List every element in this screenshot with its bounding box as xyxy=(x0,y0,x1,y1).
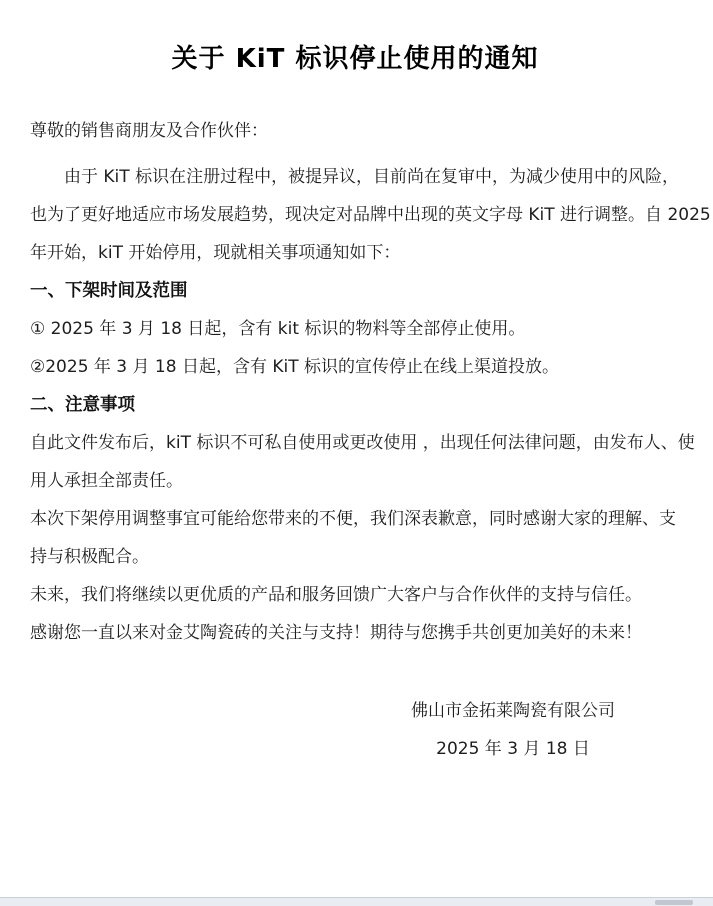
section2-heading: 二、注意事项 xyxy=(30,395,135,415)
section2-line: 未来，我们将继续以更优质的产品和服务回馈广大客户与合作伙伴的支持与信任。 xyxy=(30,585,642,605)
intro-paragraph xyxy=(30,158,711,272)
intro-line: 也为了更好地适应市场发展趋势，现决定对品牌中出现的英文字母 KiT 进行调整。自 2025 xyxy=(30,205,711,225)
section2-line: 持与积极配合。 xyxy=(30,547,149,567)
document-body xyxy=(30,112,711,768)
section2-line: 本次下架停用调整事宜可能给您带来的不便，我们深表歉意，同时感谢大家的理解、支 xyxy=(30,509,676,529)
section2-line: 用人承担全部责任。 xyxy=(30,471,183,491)
section2-line: 感谢您一直以来对金艾陶瓷砖的关注与支持！期待与您携手共创更加美好的未来！ xyxy=(30,623,642,643)
page-title: 关于 KiT 标识停止使用的通知 xyxy=(171,44,539,74)
signature-company: 佛山市金拓莱陶瓷有限公司 xyxy=(411,701,615,721)
salutation-line: 尊敬的销售商朋友及合作伙伴： xyxy=(30,121,268,141)
section1-item-2: ②2025 年 3 月 18 日起，含有 KiT 标识的宣传停止在线上渠道投放。 xyxy=(30,357,560,377)
section2-line: 自此文件发布后，kiT 标识不可私自使用或更改使用 ，出现任何法律问题，由发布人、使 xyxy=(30,433,695,453)
horizontal-scrollbar-thumb[interactable] xyxy=(655,900,693,905)
signature-date: 2025 年 3 月 18 日 xyxy=(436,739,590,759)
signature-block xyxy=(398,692,628,768)
section1-heading: 一、下架时间及范围 xyxy=(30,281,188,301)
notice-document-page xyxy=(0,38,713,896)
intro-line: 由于 KiT 标识在注册过程中，被提异议，目前尚在复审中，为减少使用中的风险， xyxy=(64,167,680,187)
intro-line: 年开始，kiT 开始停用，现就相关事项通知如下： xyxy=(30,243,401,263)
section1-item-1: ① 2025 年 3 月 18 日起，含有 kit 标识的物料等全部停止使用。 xyxy=(30,319,526,339)
horizontal-scrollbar-track[interactable] xyxy=(0,897,713,906)
